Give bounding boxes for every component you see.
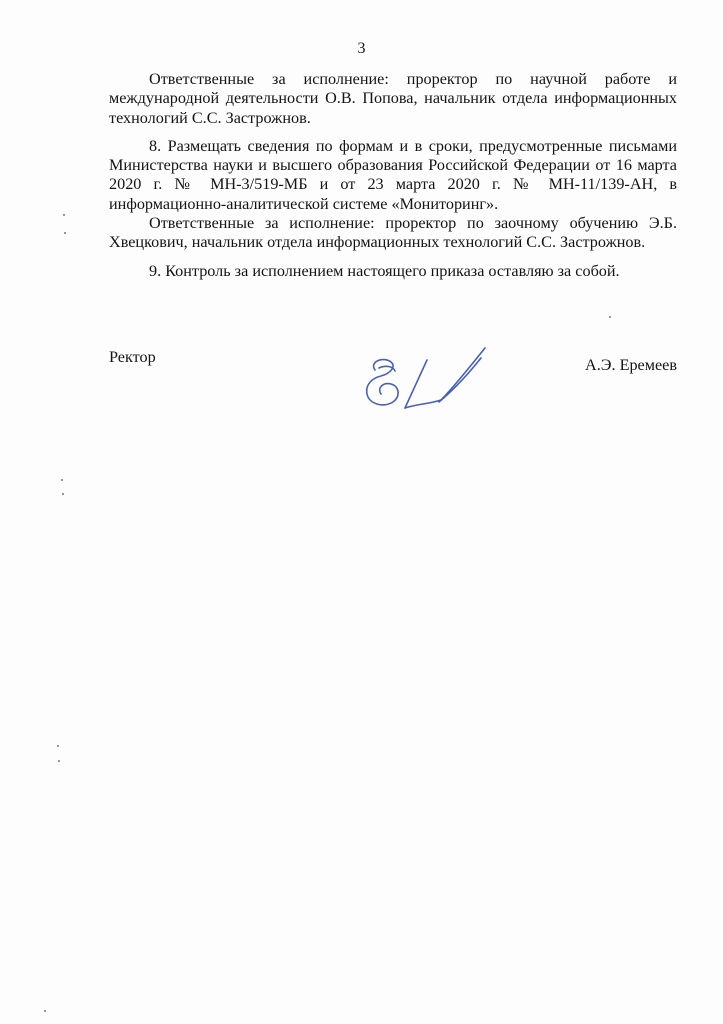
item-9-paragraph: 9. Контроль за исполнением настоящего приказа оставляю за собой. <box>149 261 620 280</box>
scan-speck <box>58 760 60 762</box>
responsible-paragraph-2: Ответственные за исполнение: проректор по заочному обучению Э.Б. Хвецкович, начальник отдела информационных технологий С.С. Застрожнов. <box>109 214 677 252</box>
handwritten-signature <box>355 338 515 430</box>
signatory-title: Ректор <box>109 348 156 366</box>
scan-speck <box>63 214 65 216</box>
scan-speck <box>609 316 611 318</box>
scan-speck <box>62 493 64 495</box>
item-8-paragraph: 8. Размещать сведения по формам и в сроки, предусмотренные письмами Министерства науки и высшего образования Российской Федерации от 16 марта 2020 г. № МН-3/519-МБ и от 23 марта 2020 г. № МН-11/139-АН, в информационно-аналитической системе «Мониторинг». <box>109 136 677 213</box>
scan-speck <box>61 479 63 481</box>
scan-speck <box>57 745 59 747</box>
document-body <box>109 70 677 281</box>
signatory-name: А.Э. Еремеев <box>585 356 677 374</box>
responsible-paragraph-1: Ответственные за исполнение: проректор по научной работе и международной деятельности О.В. Попова, начальник отдела информационных технологий С.С. Застрожнов. <box>109 70 677 127</box>
page-number: 3 <box>357 40 366 57</box>
scan-speck <box>64 232 66 234</box>
scan-speck <box>44 1010 46 1012</box>
